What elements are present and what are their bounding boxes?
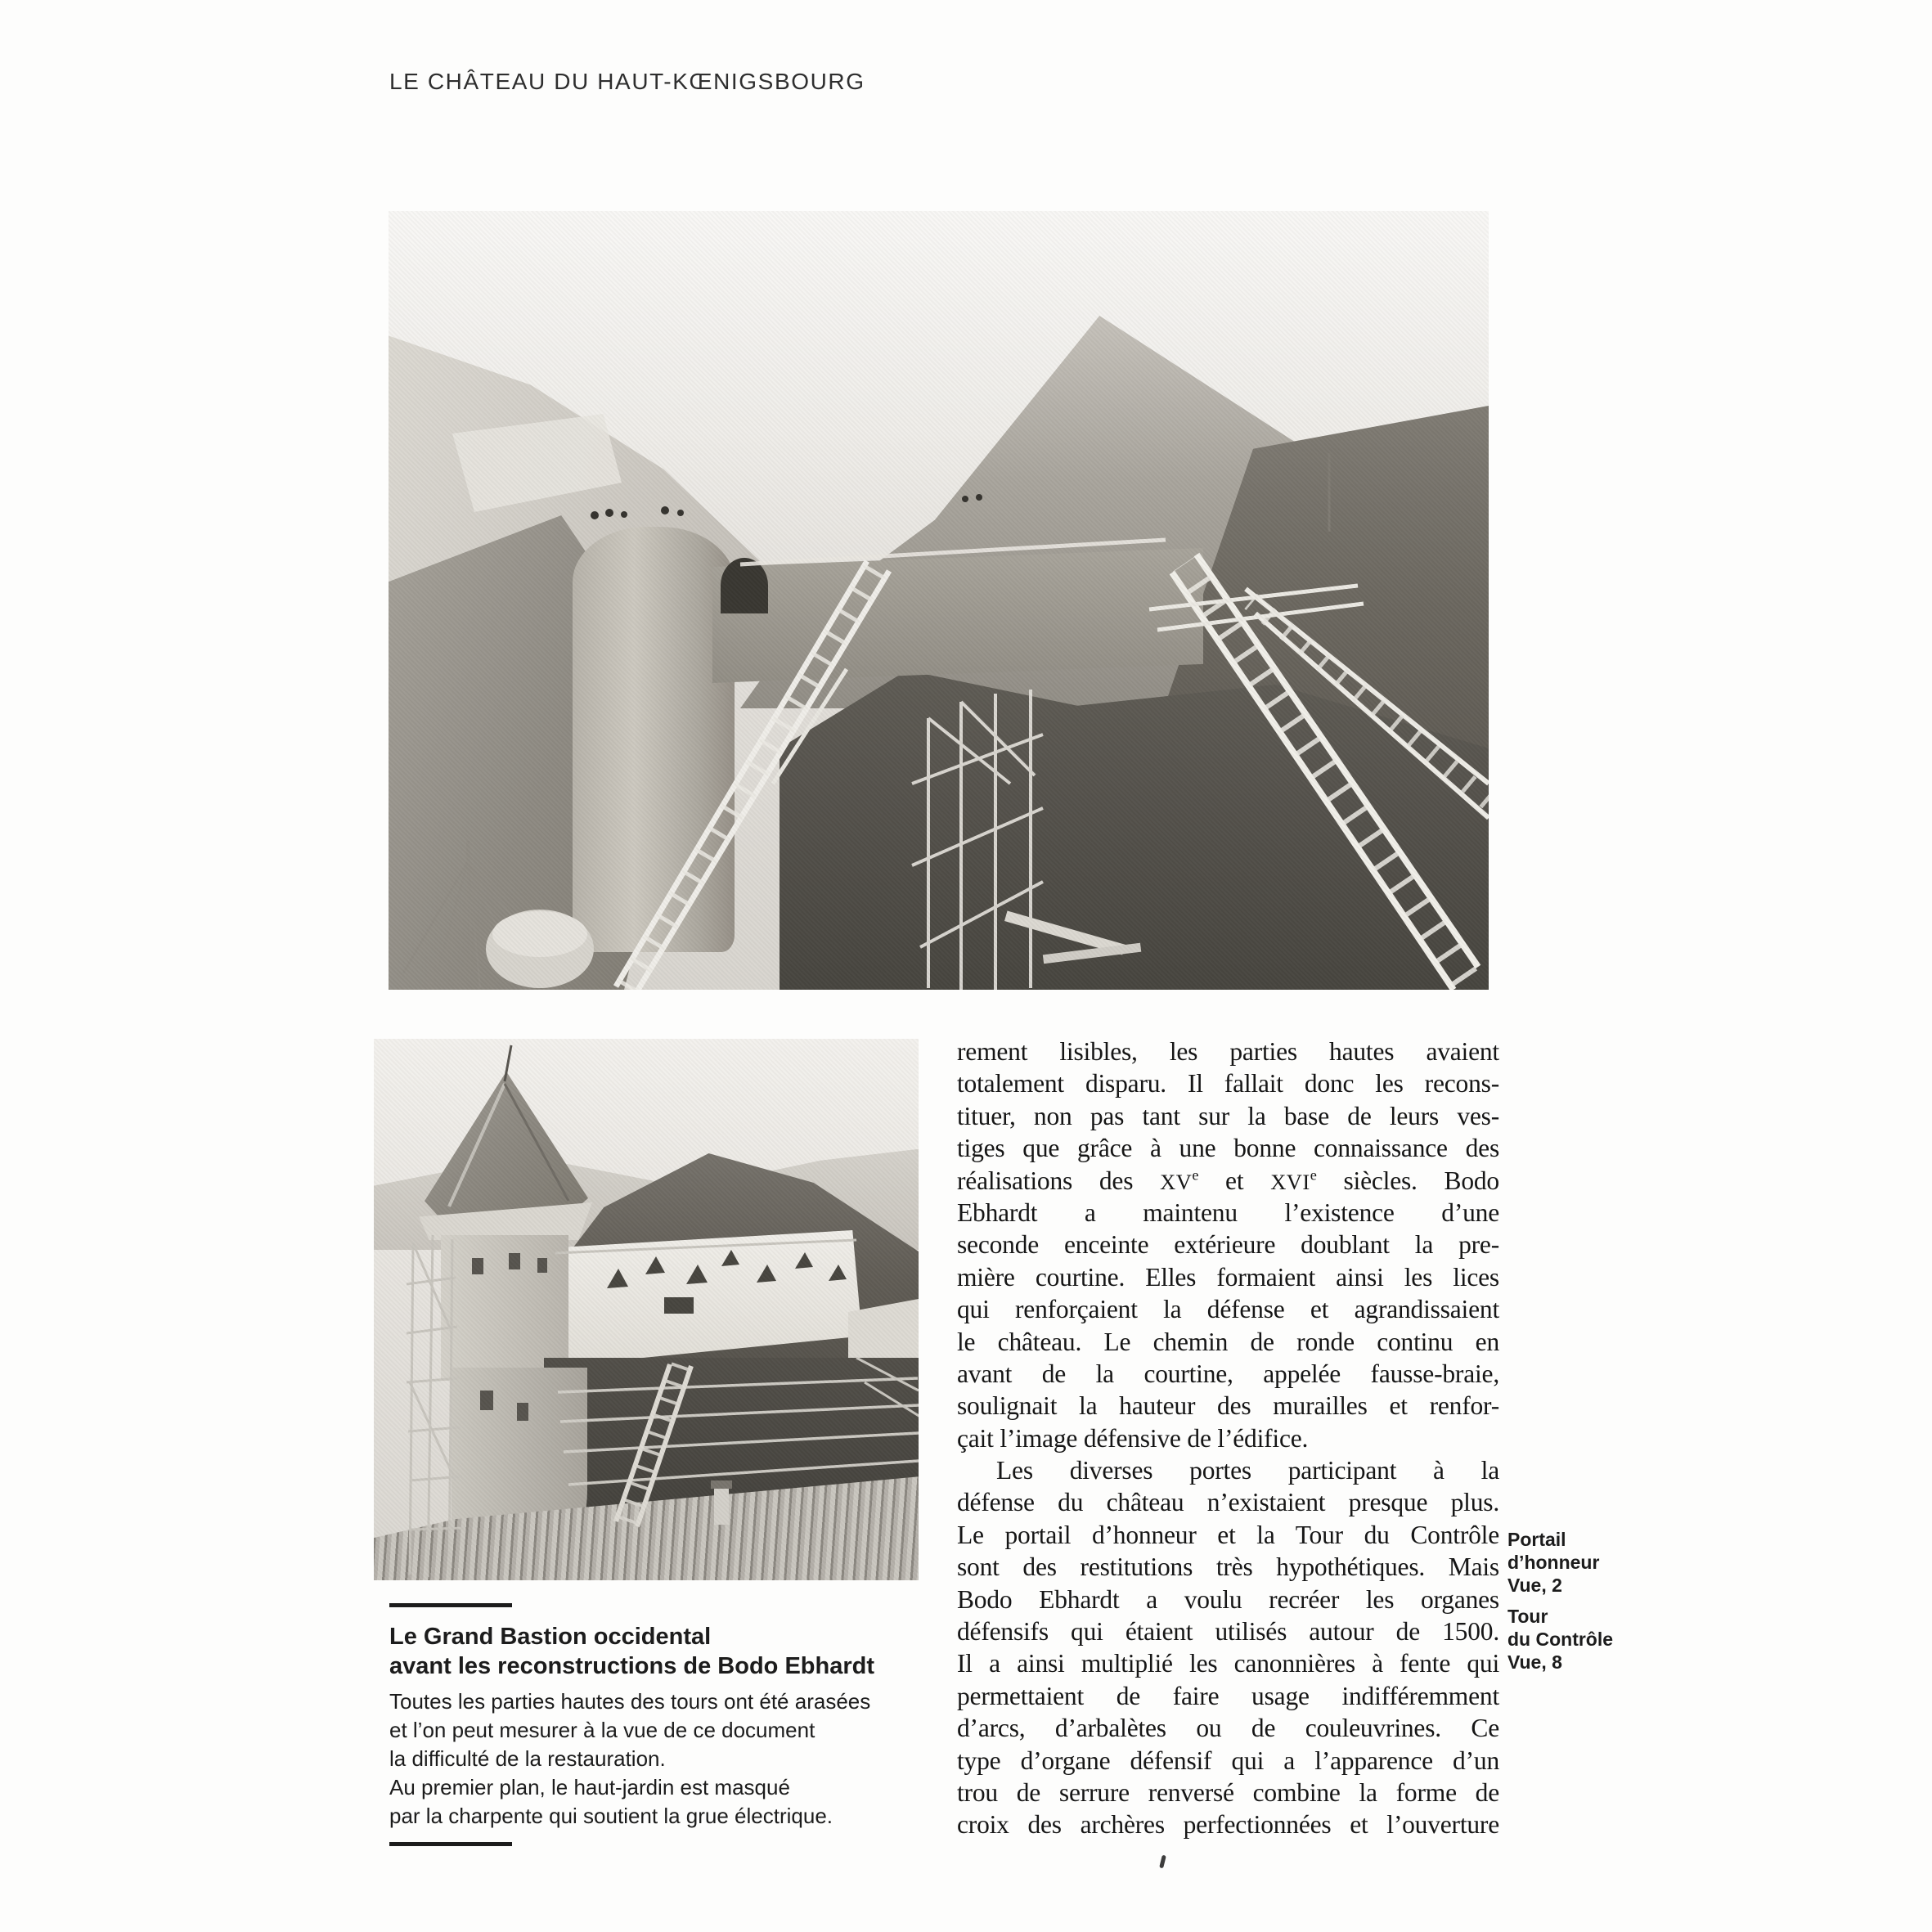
photo2-tower-scaffold — [407, 1235, 464, 1579]
caption-title — [389, 1622, 946, 1681]
margin-note-portail — [1507, 1528, 1900, 1597]
body-line: permettaient de faire usage indifféremment — [957, 1681, 1499, 1710]
body-line: défensifs qui étaient utilisés autour de 1500. — [957, 1617, 1499, 1647]
body-line: le château. Le chemin de ronde continu en — [957, 1327, 1499, 1356]
caption-body-line: par la charpente qui soutient la grue électrique. — [389, 1804, 833, 1828]
main-text-column — [957, 1036, 1499, 1841]
photo2-scaffolding-overlay — [374, 1039, 919, 1580]
caption-body — [389, 1687, 946, 1831]
margin-note-line: Vue, 8 — [1507, 1651, 1562, 1673]
margin-note-line: Tour — [1507, 1606, 1548, 1627]
body-line: Bodo Ebhardt a voulu recréer les organes — [957, 1584, 1499, 1614]
body-line: totalement disparu. Il fallait donc les recons- — [957, 1069, 1499, 1099]
ink-speck — [1159, 1855, 1166, 1869]
body-line: croix des archères perfectionnées et l’ouverture — [957, 1810, 1499, 1840]
body-line: mière courtine. Elles formaient ainsi les lices — [957, 1262, 1499, 1292]
body-line: type d’organe défensif qui a l’apparence d’un — [957, 1746, 1499, 1775]
margin-note-line: Vue, 2 — [1507, 1575, 1562, 1596]
margin-note-tour — [1507, 1605, 1900, 1674]
body-line: Ebhardt a maintenu l’existence d’une — [957, 1197, 1499, 1227]
body-line: d’arcs, d’arbalètes ou de couleuvrines. Ce — [957, 1714, 1499, 1743]
margin-note-line: d’honneur — [1507, 1552, 1600, 1573]
caption-body-line: Toutes les parties hautes des tours ont été arasées — [389, 1689, 871, 1714]
photo-caption — [389, 1603, 946, 1846]
photo1-scaffolding-overlay — [389, 211, 1489, 990]
body-line: avant de la courtine, appelée fausse-braie, — [957, 1359, 1499, 1388]
margin-note-line: du Contrôle — [1507, 1629, 1614, 1650]
body-line: réalisations des XVe et XVIe siècles. Bodo — [957, 1166, 1499, 1195]
body-line: çait l’image défensive de l’édifice. — [957, 1423, 1309, 1453]
photo2-tower-windows — [472, 1253, 547, 1421]
margin-note-line: Portail — [1507, 1529, 1566, 1550]
body-line: Le portail d’honneur et la Tour du Contrôle — [957, 1520, 1499, 1549]
body-line: Il a ainsi multiplié les canonnières à fente qui — [957, 1649, 1499, 1678]
caption-title-line: Le Grand Bastion occidental — [389, 1624, 712, 1650]
margin-notes — [1507, 1528, 1900, 1682]
body-line: Les diverses portes participant à la — [996, 1456, 1499, 1485]
caption-body-line: et l’on peut mesurer à la vue de ce document — [389, 1718, 815, 1742]
body-line: défense du château n’existaient presque plus. — [957, 1488, 1499, 1517]
caption-body-line: la difficulté de la restauration. — [389, 1746, 666, 1771]
body-line: tituer, non pas tant sur la base de leurs ves- — [957, 1101, 1499, 1130]
caption-body-line: Au premier plan, le haut-jardin est masqué — [389, 1775, 790, 1799]
photo-castle-ruins-aerial — [389, 211, 1489, 990]
body-line: seconde enceinte extérieure doublant la pre- — [957, 1230, 1499, 1260]
body-line: rement lisibles, les parties hautes avaient — [957, 1037, 1499, 1066]
page-running-head: LE CHÂTEAU DU HAUT-KŒNIGSBOURG — [389, 69, 865, 94]
body-line: sont des restitutions très hypothétiques. Mais — [957, 1552, 1499, 1582]
caption-title-line: avant les reconstructions de Bodo Ebhardt — [389, 1653, 874, 1679]
caption-rule-bottom — [389, 1842, 512, 1846]
body-line: tiges que grâce à une bonne connaissance des — [957, 1134, 1499, 1163]
photo2-courtyard-rails — [558, 1378, 919, 1485]
photo-grand-bastion — [374, 1039, 919, 1580]
photo2-dormers — [607, 1250, 847, 1314]
photo1-workers — [591, 494, 982, 519]
body-line: trou de serrure renversé combine la forme de — [957, 1777, 1499, 1807]
caption-rule-top — [389, 1603, 512, 1607]
body-line: qui renforçaient la défense et agrandissaient — [957, 1295, 1499, 1324]
body-line: soulignait la hauteur des murailles et renfor- — [957, 1391, 1499, 1421]
